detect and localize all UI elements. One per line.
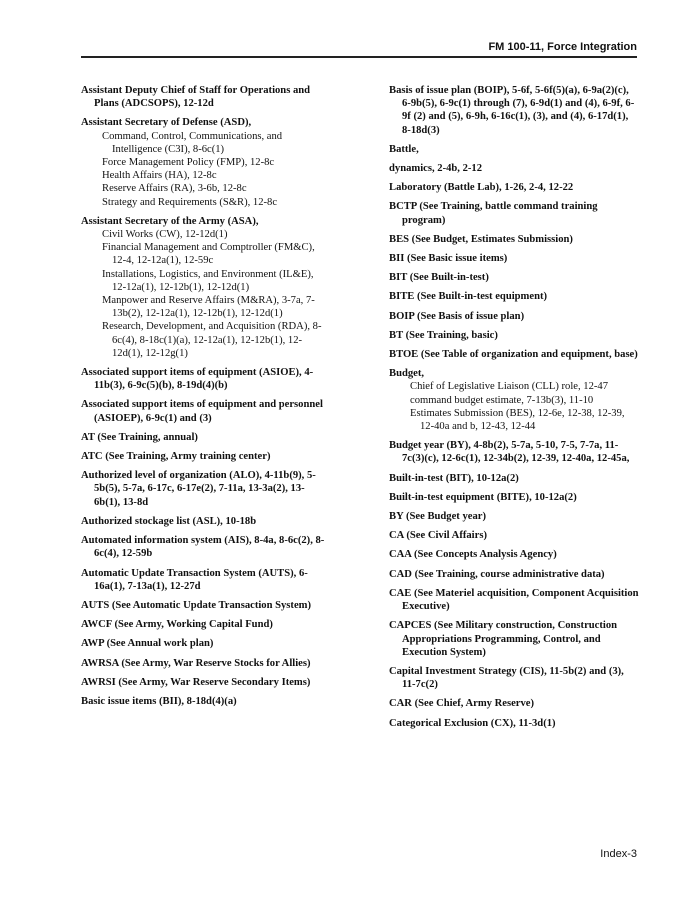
index-entry-heading: Budget, — [389, 368, 425, 380]
index-entry-heading: Laboratory (Battle Lab), 1-26, 2-4, 12-22 — [389, 182, 574, 194]
index-entry — [81, 450, 327, 463]
index-entry-heading: Associated support items of equipment (ASIOE), 4-11b(3), 6-9c(5)(b), 8-19d(4)(b) — [81, 367, 314, 392]
index-entry-heading: Basic issue items (BII), 8-18d(4)(a) — [81, 695, 237, 707]
index-entry-heading: Categorical Exclusion (CX), 11-3d(1) — [389, 717, 556, 729]
index-entry — [389, 510, 639, 523]
index-entry-heading: BII (See Basic issue items) — [389, 253, 508, 265]
index-subentry: Force Management Policy (FMP), 12-8c — [102, 157, 275, 169]
index-entry-heading: dynamics, 2-4b, 2-12 — [389, 163, 482, 175]
index-subentry: command budget estimate, 7-13b(3), 11-10 — [410, 394, 594, 406]
index-subentry: Research, Development, and Acquisition (RDA), 8-6c(4), 8-18c(1)(a), 12-12a(1), 12-12b(1), 12-12d(1), 12-12g(1) — [102, 321, 322, 359]
index-entry — [81, 84, 327, 110]
index-entry-heading: ATC (See Training, Army training center) — [81, 451, 271, 463]
index-entry — [81, 366, 327, 392]
index-entry — [81, 398, 327, 424]
index-entry — [81, 599, 327, 612]
index-entry — [389, 697, 639, 710]
index-entry-heading: CAA (See Concepts Analysis Agency) — [389, 549, 557, 561]
page-header — [81, 40, 637, 58]
index-subentry: Installations, Logistics, and Environment (IL&E), 12-12a(1), 12-12b(1), 12-12d(1) — [102, 268, 314, 293]
index-entry — [81, 637, 327, 650]
index-entry-heading: CAR (See Chief, Army Reserve) — [389, 698, 535, 710]
index-column-right — [389, 84, 639, 736]
index-entry — [389, 348, 639, 361]
index-subentry: Health Affairs (HA), 12-8c — [102, 170, 217, 182]
index-entry-heading: BCTP (See Training, battle command training program) — [389, 201, 598, 226]
index-entry-heading: Built-in-test (BIT), 10-12a(2) — [389, 472, 519, 484]
index-entry — [81, 676, 327, 689]
index-entry — [389, 568, 639, 581]
index-entry-heading: Assistant Secretary of Defense (ASD), — [81, 117, 252, 129]
index-entry-heading: Authorized stockage list (ASL), 10-18b — [81, 515, 257, 527]
index-entry — [389, 84, 639, 137]
index-entry — [81, 534, 327, 560]
index-entry — [81, 695, 327, 708]
index-subentry: Manpower and Reserve Affairs (M&RA), 3-7a, 7-13b(2), 12-12a(1), 12-12b(1), 12-12d(1) — [102, 295, 315, 320]
index-entry — [81, 657, 327, 670]
index-entry-heading: AT (See Training, annual) — [81, 431, 198, 443]
index-entry — [389, 548, 639, 561]
index-entry-heading: AWRSI (See Army, War Reserve Secondary Items) — [81, 676, 311, 688]
index-entry — [389, 200, 639, 226]
index-entry — [81, 567, 327, 593]
index-entry-heading: BTOE (See Table of organization and equipment, base) — [389, 349, 638, 361]
index-entry-heading: Capital Investment Strategy (CIS), 11-5b(2) and (3), 11-7c(2) — [389, 665, 624, 691]
index-column-left — [81, 84, 327, 714]
index-entry — [81, 215, 327, 360]
index-entry — [389, 439, 639, 465]
index-entry — [81, 469, 327, 509]
index-entry-heading: Automatic Update Transaction System (AUTS), 6-16a(1), 7-13a(1), 12-27d — [81, 567, 308, 592]
index-entry — [389, 290, 639, 303]
index-entry — [81, 431, 327, 444]
index-entry-heading: AUTS (See Automatic Update Transaction System) — [81, 599, 312, 611]
index-subentry: Chief of Legislative Liaison (CLL) role, 12-47 — [410, 381, 608, 393]
index-entry — [389, 310, 639, 323]
index-entry — [389, 619, 639, 659]
index-entry-heading: AWRSA (See Army, War Reserve Stocks for Allies) — [81, 657, 311, 669]
index-subentry: Strategy and Requirements (S&R), 12-8c — [102, 196, 278, 208]
index-entry-heading: Assistant Secretary of the Army (ASA), — [81, 215, 259, 227]
index-subentry: Reserve Affairs (RA), 3-6b, 12-8c — [102, 183, 247, 195]
index-entry-heading: AWCF (See Army, Working Capital Fund) — [81, 619, 273, 631]
index-entry — [389, 529, 639, 542]
index-entry — [389, 717, 639, 730]
index-entry — [389, 665, 639, 691]
index-entry — [81, 515, 327, 528]
index-entry — [389, 367, 639, 433]
index-entry — [81, 116, 327, 208]
index-entry-heading: Automated information system (AIS), 8-4a, 8-6c(2), 8-6c(4), 12-59b — [81, 535, 325, 560]
index-subentry: Command, Control, Communications, and Intelligence (C3I), 8-6c(1) — [102, 130, 283, 155]
index-entry — [389, 472, 639, 485]
index-entry-heading: CA (See Civil Affairs) — [389, 530, 487, 542]
index-entry-heading: CAPCES (See Military construction, Construction Appropriations Programming, Control, and Execution System) — [389, 620, 618, 658]
index-entry — [389, 491, 639, 504]
index-subentry: Financial Management and Comptroller (FM&C), 12-4, 12-12a(1), 12-59c — [102, 242, 315, 267]
index-entry — [389, 271, 639, 284]
index-entry-heading: Battle, — [389, 143, 419, 155]
index-entry-heading: BIT (See Built-in-test) — [389, 272, 489, 284]
header-title: FM 100-11, Force Integration — [488, 41, 637, 53]
index-subentry: Civil Works (CW), 12-12d(1) — [102, 229, 228, 241]
index-entry — [389, 252, 639, 265]
index-entry — [389, 143, 639, 156]
index-entry-heading: Authorized level of organization (ALO), 4-11b(9), 5-5b(5), 5-7a, 6-17c, 6-17e(2), 7-11a, 13-3a(2), 13-6b(1), 13-8d — [81, 470, 316, 508]
index-entry — [389, 181, 639, 194]
index-entry-heading: Built-in-test equipment (BITE), 10-12a(2) — [389, 491, 577, 503]
index-entry-heading: BITE (See Built-in-test equipment) — [389, 291, 548, 303]
index-entry-heading: BY (See Budget year) — [389, 511, 486, 523]
index-entry-heading: BT (See Training, basic) — [389, 329, 498, 341]
index-entry-heading: Budget year (BY), 4-8b(2), 5-7a, 5-10, 7-5, 7-7a, 11-7c(3)(c), 12-6c(1), 12-34b(2), 12-39, 12-40a, 12-45a, — [389, 440, 630, 465]
index-entry-heading: CAD (See Training, course administrative data) — [389, 568, 605, 580]
index-entry — [389, 329, 639, 342]
index-entry-heading: AWP (See Annual work plan) — [81, 638, 214, 650]
index-entry — [81, 618, 327, 631]
index-entry-heading: CAE (See Materiel acquisition, Component Acquisition Executive) — [389, 587, 639, 613]
index-entry-heading: Associated support items of equipment and personnel (ASIOEP), 6-9c(1) and (3) — [81, 399, 323, 424]
page-number: Index-3 — [600, 848, 637, 860]
index-subentry: Estimates Submission (BES), 12-6e, 12-38, 12-39, 12-40a and b, 12-43, 12-44 — [410, 407, 625, 433]
index-entry-heading: BOIP (See Basis of issue plan) — [389, 310, 525, 322]
index-entry-heading: Basis of issue plan (BOIP), 5-6f, 5-6f(5)(a), 6-9a(2)(c), 6-9b(5), 6-9c(1) through (7), 6-9d(1) and (4), 6-9f, 6-9f (2) and (5), 6-9h, 6-16c(1), (3), and (4), 6-17d(1), 8-18d(3) — [389, 85, 635, 136]
index-entry-heading: Assistant Deputy Chief of Staff for Operations and Plans (ADCSOPS), 12-12d — [81, 85, 311, 110]
index-entry-heading: BES (See Budget, Estimates Submission) — [389, 233, 573, 245]
index-entry — [389, 587, 639, 613]
index-entry — [389, 233, 639, 246]
index-entry — [389, 162, 639, 175]
